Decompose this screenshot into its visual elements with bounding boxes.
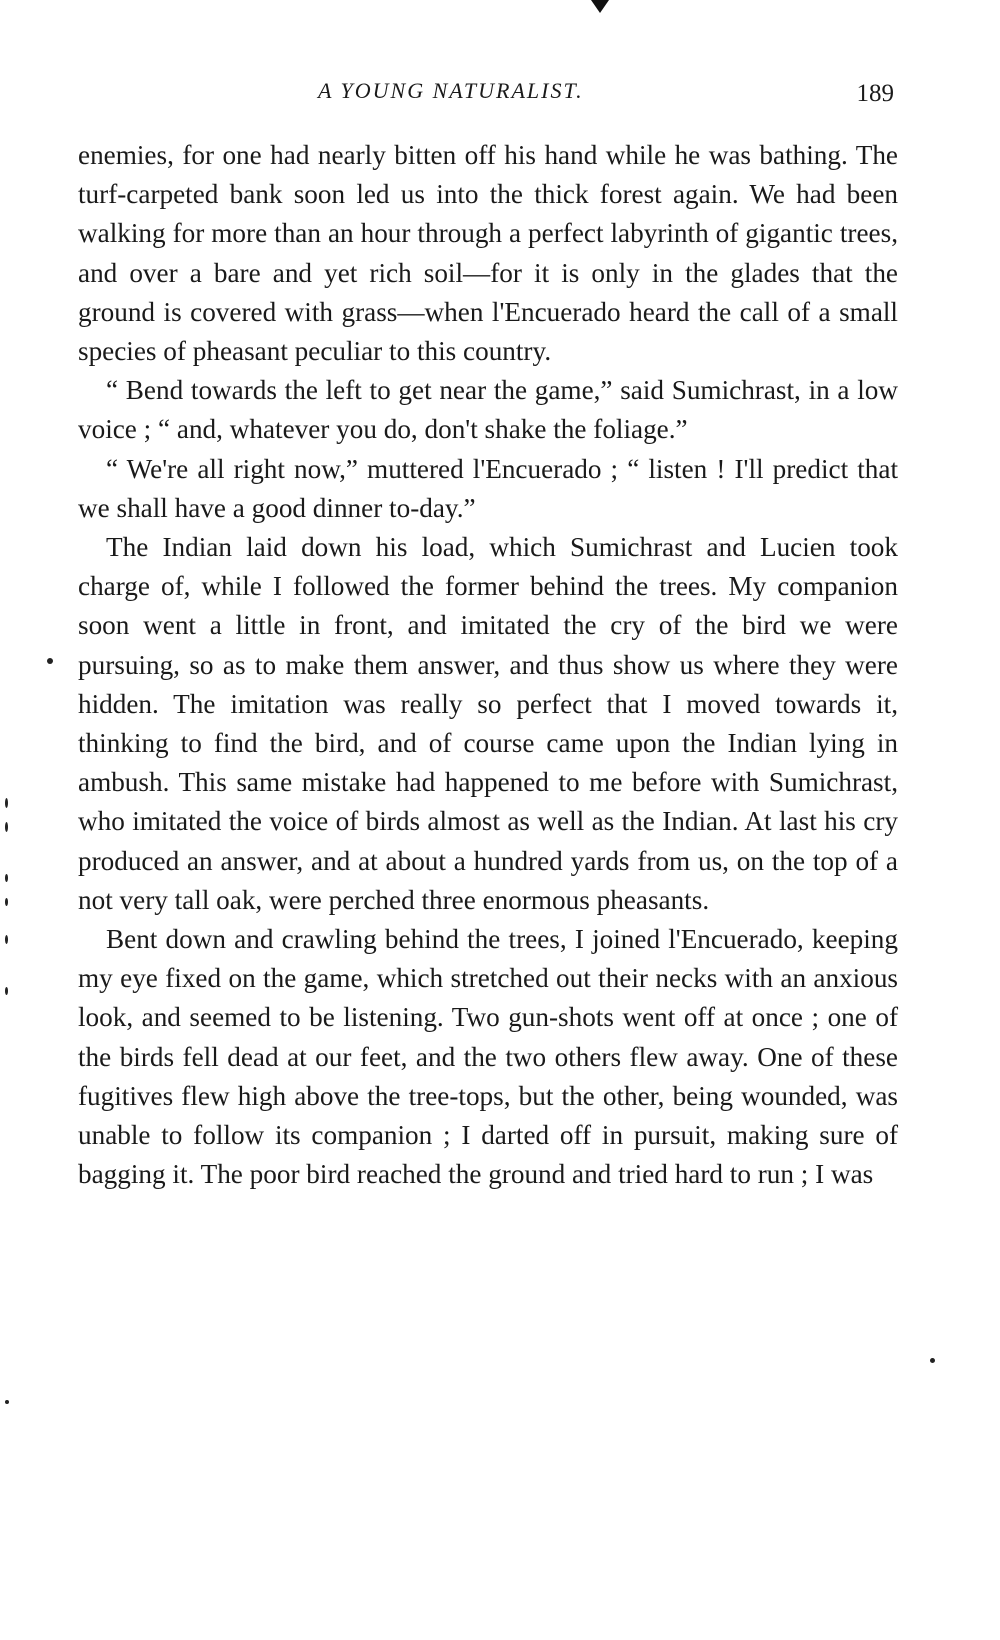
- running-head: [78, 78, 898, 114]
- scan-speck: [5, 935, 8, 944]
- scan-speck: [930, 1358, 935, 1363]
- scan-speck: [5, 822, 8, 832]
- scan-speck: [5, 874, 8, 882]
- body-text: [78, 136, 898, 1194]
- scan-marker-icon: [591, 0, 609, 13]
- paragraph-5: Bent down and crawling behind the trees, I joined l'Encuerado, keeping my eye fixed on the game, which stretched out their necks with an anxious look, and seemed to be listening. Two gun-shots went off at once ; one of the birds fell dead at our feet, and the two others flew away. One of these fugitives flew high above the tree-tops, but the other, being wounded, was unable to follow its companion ; I darted off in pursuit, making sure of bagging it. The poor bird reached the ground and tried hard to run ; I was: [78, 924, 898, 1190]
- scan-speck: [5, 898, 8, 906]
- paragraph-4: The Indian laid down his load, which Sumichrast and Lucien took charge of, while I followed the former behind the trees. My companion soon went a little in front, and imitated the cry of the bird we were pursuing, so as to make them answer, and thus show us where they were hidden. The imitation was really so perfect that I moved towards it, thinking to find the bird, and of course came upon the Indian lying in ambush. This same mistake had happened to me before with Sumichrast, who imitated the voice of birds almost as well as the Indian. At last his cry produced an answer, and at about a hundred yards from us, on the top of a not very tall oak, were perched three enormous pheasants.: [78, 532, 898, 915]
- scan-speck: [5, 1400, 9, 1404]
- paragraph-3: “ We're all right now,” muttered l'Encuerado ; “ listen ! I'll predict that we shall have a good dinner to-day.”: [78, 453, 898, 523]
- page-number: 189: [856, 80, 894, 107]
- scan-speck: [5, 987, 8, 995]
- scan-speck: [47, 658, 53, 664]
- paragraph-2: “ Bend towards the left to get near the game,” said Sumichrast, in a low voice ; “ and, whatever you do, don't shake the foliage.”: [78, 375, 898, 445]
- paragraph-1: enemies, for one had nearly bitten off his hand while he was bathing. The turf-carpeted bank soon led us into the thick forest again. We had been walking for more than an hour through a perfect labyrinth of gigantic trees, and over a bare and yet rich soil—for it is only in the glades that the ground is covered with grass—when l'Encuerado heard the call of a small species of pheasant peculiar to this country.: [78, 140, 898, 367]
- scan-speck: [5, 798, 8, 808]
- running-title: A YOUNG NATURALIST.: [318, 78, 584, 103]
